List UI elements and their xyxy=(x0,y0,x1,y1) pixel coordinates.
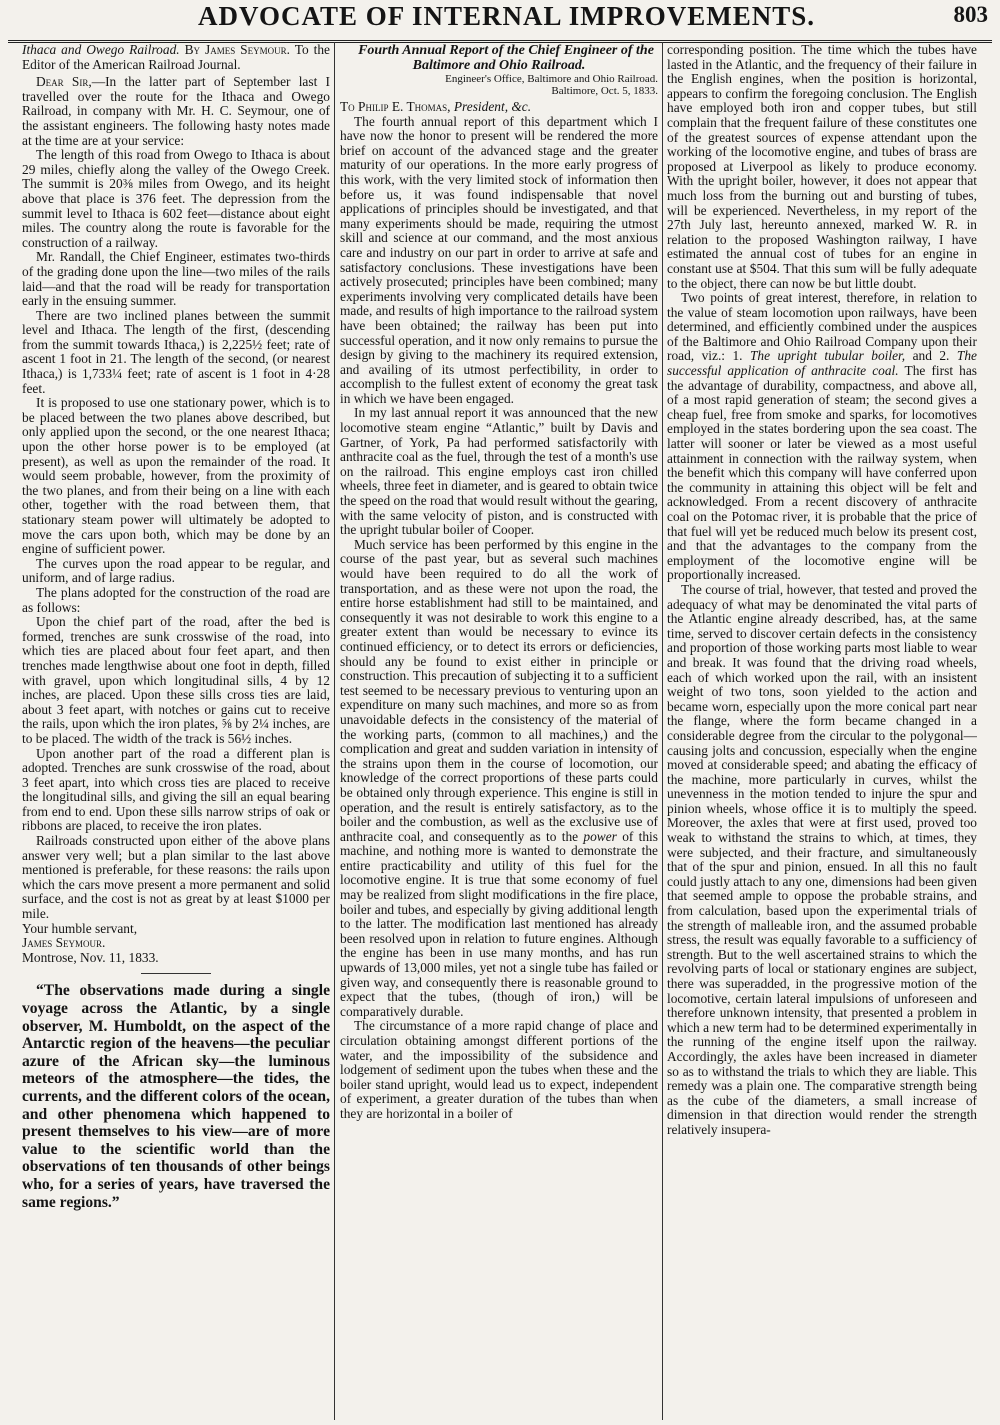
paragraph: In my last annual report it was announced that the new locomotive steam engine “Atlantic,” built by Davis and Gartner, of York, Pa had performed satisfactorily with anthracite coal as the fuel, through the test of a month's use on the railroad. This engine employs cast iron chilled wheels, three feet in diameter, and is geared to obtain twice the speed on the road that would result without the gearing, with the same velocity of piston, and is constructed with the upright tubular boiler of Cooper. xyxy=(340,405,658,538)
humboldt-quote: “The observations made during a single voyage across the Atlantic, by a single observer, M. Humboldt, on the aspect of the Antarctic region of the heavens—the peculiar azure of the African sky—the luminous meteors of the atmosphere—the tides, the currents, and the different colors of the ocean, and other phenomena which happened to present themselves to his view—are of more value to the scientific world than the observations of ten thousands of other beings who, for a series of years, have traversed the same regions.” xyxy=(22,982,330,1211)
paragraph: Railroads constructed upon either of the above plans answer very well; but a plan similar to the last above mentioned is preferable, for these reasons: the rails upon which the cars move present a more permanent and solid surface, and the cost is not as great by at least $1000 per mile. xyxy=(22,833,330,922)
column-1 xyxy=(22,43,330,1423)
paragraph: The circumstance of a more rapid change of place and circulation obtaining amongst different portions of the water, and the impossibility of the subsidence and lodgement of sediment upon the tubes when these and the boiler stand upright, would lead us to expect, independent of experiment, a greater duration of the tubes than when they are horizontal in a boiler of xyxy=(340,1018,658,1121)
page-number: 803 xyxy=(953,2,988,27)
paragraph: Upon another part of the road a different plan is adopted. Trenches are sunk crosswise of the road, about 3 feet apart, into which cross ties are placed to receive the longitudinal sills, and giving the sill an equal bearing from end to end. Upon these sills narrow strips of oak or ribbons are placed, to receive the iron plates. xyxy=(22,745,330,834)
closing: Your humble servant, xyxy=(22,920,138,936)
paragraph: The curves upon the road appear to be regular, and uniform, and of large radius. xyxy=(22,555,330,586)
paragraph: Dear Sir,—In the latter part of September last I travelled over the route for the Ithaca and Owego Railroad, in company with Mr. H. C. Seymour, one of the assistant engineers. The following hasty notes made at the time are at your service: xyxy=(22,74,330,148)
letter-heading xyxy=(22,43,330,72)
column-rule-1 xyxy=(334,42,335,1420)
column-3 xyxy=(667,43,977,1423)
column-rule-2 xyxy=(662,42,663,1420)
addressee: To Philip E. Thomas, President, &c. xyxy=(340,99,532,114)
masthead xyxy=(8,0,992,43)
separator xyxy=(141,973,211,974)
paragraph: The length of this road from Owego to Ithaca is about 29 miles, chiefly along the valley of the Owego Creek. The summit is 20⅜ miles from Owego, and its height above that place is 376 feet. The depression from the summit level to Ithaca is 602 feet—distance about eight miles. The country along the route is favorable for the construction of a railway. xyxy=(22,147,330,250)
signature: James Seymour. xyxy=(22,935,106,951)
paragraph: The fourth annual report of this department which I have now the honor to present will be rendered the more brief on account of the advanced stage and the greater maturity of our operations. In the more early progress of this work, with the very limited stock of information then before us, it was found indispensable that novel applications of principles should be investigated, and that many experiments should be made, requiring the utmost skill and science at our command, and the most anxious care and industry on our part in order to arrive at safe and satisfactory conclusions. These investigations have been actively prosecuted; principles have been combined; many experiments involving very complicated details have been made, and results of high importance to the railroad system have been obtained; the railway has been put into successful operation, and it now only remains to pursue the design by giving to the machinery its required extension, and availing of its utmost perfectibility, in order to accomplish to the fullest extent of economy the great task in which we have been engaged. xyxy=(340,113,658,406)
column-2 xyxy=(340,43,658,1423)
salutation: Dear Sir, xyxy=(36,74,92,90)
paragraph: Mr. Randall, the Chief Engineer, estimates two-thirds of the grading done upon the line—two miles of the rails laid—and that the road will be ready for transportation early in the ensuing summer. xyxy=(22,249,330,309)
paragraph: Two points of great interest, therefore, in relation to the value of steam locomotion upon railways, have been determined, and efficiently combined under the auspices of the Baltimore and Ohio Railroad Company upon their road, viz.: 1. The upright tubular boiler, and 2. The successful application of anthracite coal. The first has the advantage of durability, compactness, and above all, of a most rapid generation of steam; the second gives a cheap fuel, free from smoke and sparks, for locomotives employed in the states bordering upon the sea coast. The latter will sooner or later be viewed as a most useful attainment in connection with the railway system, when the benefit which this company will have conferred upon the community in attaining this object will be felt and acknowledged. From a recent discovery of anthracite coal on the Potomac river, it is probable that the price of that fuel will yet be reduced much below its present cost, and that the advantages to the company from the employment of the locomotive engine will be proportionally increased. xyxy=(667,290,977,583)
paragraph: Much service has been performed by this engine in the course of the past year, but as several such machines would have been required to do all the work of transportation, and as these were not upon the road, the entire horse establishment had still to be maintained, and consequently it was not desirable to work this engine to a greater extent than would be necessary to evince its continued efficiency, or to detect its errors or deficiencies, should any be found to exist either in principle or construction. This precaution of subjecting it to a sufficient test seemed to be necessary previous to venturing upon an expenditure on many such machines, and more so as from unavoidable defects in the consistency of the material of the working parts, (common to all machines,) and the complication and great and sudden variation in intensity of the strains upon them in the course of locomotion, our knowledge of the correct proportions of these parts could be obtained only through experience. This engine is still in operation, and the result is entirely satisfactory, as to the boiler and the combustion, as well as the exclusive use of anthracite coal, and consequently as to the power of this machine, and nothing more is wanted to demonstrate the entire practicability and utility of this fuel for the locomotive engine. It is true that some economy of fuel may be realized from slight modifications in the fire place, boiler and tubes, and especially by giving additional length to the latter. The modification last mentioned has already been resolved upon in relation to future engines. Although the engine has been in use many months, and has run upwards of 13,000 miles, yet not a single tube has failed or given way, and consequently there is reasonable ground to expect that the tubes, (though of iron,) will be comparatively durable. xyxy=(340,536,658,1019)
paragraph: corresponding position. The time which the tubes have lasted in the Atlantic, and the frequency of their failure in the English engines, when the position is horizontal, appears to confirm the foregoing conclusion. The English have employed both iron and copper tubes, but still complain that the frequent failure of these constitutes one of the greatest sources of expense attendant upon the working of the locomotive engine, and tubes of brass are proposed at Liverpool as likely to produce economy. With the upright boiler, however, it does not appear that much loss from the burning out and bursting of tubes, will be experienced. Nevertheless, in my report of the 27th July last, hereunto annexed, marked W. R. in relation to the proposed Washington railway, I have estimated the annual cost of tubes for an engine in constant use at $504. That this sum will be fully adequate to the object, there can now be but little doubt. xyxy=(667,43,977,291)
dateline: Montrose, Nov. 11, 1833. xyxy=(22,949,159,965)
paragraph: It is proposed to use one stationary power, which is to be placed between the two planes above described, but only applied upon the second, or the one nearest Ithaca; upon the other horse power is to be employed (at present), as well as upon the remainder of the road. It would seem probable, however, from the proximity of the two planes, and from their being on a line with each other, together with the road between them, that stationary steam power will ultimately be adopted to move the cars upon both, which may be done by an engine of sufficient power. xyxy=(22,395,330,557)
office-line: Engineer's Office, Baltimore and Ohio Railroad. xyxy=(445,73,658,85)
byline: By James Seymour. xyxy=(184,43,290,57)
paragraph: The plans adopted for the construction of the road are as follows: xyxy=(22,584,330,615)
report-date: Baltimore, Oct. 5, 1833. xyxy=(551,85,658,97)
masthead-title: ADVOCATE OF INTERNAL IMPROVEMENTS. xyxy=(198,1,816,31)
paragraph: Upon the chief part of the road, after the bed is formed, trenches are sunk crosswise of the road, into which ties are placed about four feet apart, and then trenches made lengthwise about one foot in depth, filled with gravel, upon which longitudinal sills, 4 by 12 inches, are placed. Upon these sills cross ties are laid, about 3 feet apart, with notches or gains cut to receive the rails, upon which the iron plates, ⅝ by 2¼ inches, are to be placed. The width of the track is 56½ inches. xyxy=(22,614,330,746)
paragraph: The course of trial, however, that tested and proved the adequacy of what may be denominated the vital parts of the Atlantic engine already described, has, at the same time, served to discover certain defects in the consistency and proportion of those working parts most liable to wear and break. It was found that the driving road wheels, each of which worked upon the rail, with an insistent weight of two tons, soon yielded to the action and became worn, especially upon the more conical part near the flange, where the form became changed in a considerable degree from the circular to the polygonal—causing jolts and concussion, especially when the engine moved at considerable speed; and abating the efficacy of the machine, more particularly in curves, whilst the unevenness in the motion tended to injure the spur and pinion wheels, whose office it is to multiply the speed. Moreover, the axles that were at first used, proved too weak to withstand the strains to which, at times, they were subjected, and their fracture, and simultaneously that of the spur and pinion, ensued. In all this no fault could justly attach to any one, dimensions had been given that seemed ample to oppose the probable strains, and from calculation, based upon the experimental trials of the strength of malleable iron, and the assumed probable stress, the result was equally favorable to a sufficiency of strength. But to the well ascertained strains to which the revolving parts of local or stationary engines are subject, there was superadded, in the progressive motion of the locomotive, certain lateral impulsions of unforeseen and therefore unknown intensity, that presented a problem in which a new term had to be determined experimentally in the running of the engine itself upon the railway. Accordingly, the axles have been increased in diameter so as to withstand the trials to which they are liable. This remedy was a plain one. The comparative strength being as the cube of the diameters, a small increase of dimension in that direction would render the strength relatively insupera- xyxy=(667,581,977,1137)
article-title: Ithaca and Owego Railroad. xyxy=(22,43,180,57)
paragraph: There are two inclined planes between the summit level and Ithaca. The length of the first, (descending from the summit towards Ithaca,) is 2,225½ feet; rate of ascent 1 foot in 21. The length of the second, (or nearest Ithaca,) is 1,733¼ feet; rate of ascent is 1 foot in 4·28 feet. xyxy=(22,307,330,396)
addressee: To the Editor of the American Railroad Journal. xyxy=(22,43,330,72)
report-title: Fourth Annual Report of the Chief Engineer of the Baltimore and Ohio Railroad. xyxy=(358,43,654,73)
